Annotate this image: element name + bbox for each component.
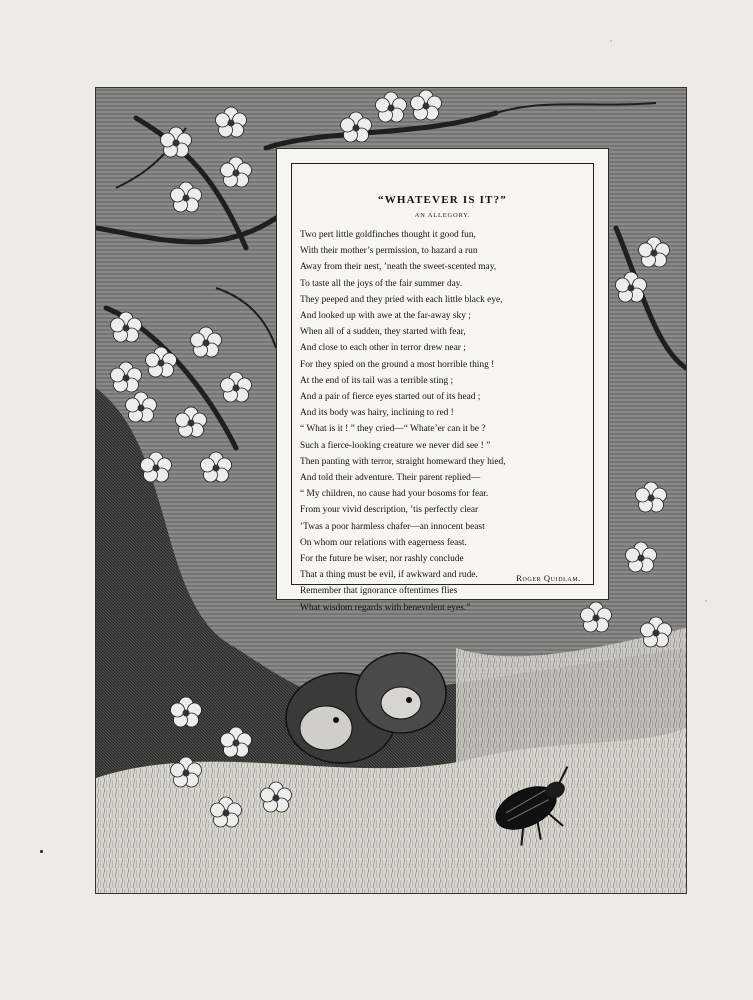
poem-line: ’Twas a poor harmless chafer—an innocent beast — [300, 521, 485, 532]
poem-line: At the end of its tail was a terrible sting ; — [300, 375, 454, 386]
poem-line: On whom our relations with eagerness feast. — [300, 537, 467, 548]
poem-line: Remember that ignorance oftentimes flies — [300, 586, 458, 597]
poem-line: “ What is it ! ” they cried—“ Whate’er can it be ? — [300, 424, 486, 435]
poem-line: And looked up with awe at the far-away sky ; — [300, 311, 471, 322]
poem-title: “WHATEVER IS IT?” — [378, 194, 507, 206]
poem-line: To taste all the joys of the fair summer day. — [300, 278, 463, 289]
poem-line: From your vivid description, ’tis perfectly clear — [300, 505, 479, 516]
poem-line: Away from their nest, ’neath the sweet-scented may, — [300, 262, 497, 273]
poem-line: And a pair of fierce eyes started out of its head ; — [300, 392, 481, 403]
poem-lines — [300, 227, 589, 616]
poem-line: Two pert little goldfinches thought it good fun, — [300, 230, 476, 240]
poem-card — [276, 148, 609, 613]
paper-speck — [705, 600, 707, 602]
poem-subtitle: AN ALLEGORY. — [414, 212, 471, 219]
paper-speck — [40, 850, 43, 853]
poem-line: “ My children, no cause had your bosoms for fear. — [300, 489, 489, 500]
poem-line: They peeped and they pried with each little black eye, — [300, 294, 503, 305]
poem-line: Then panting with terror, straight homeward they hied, — [300, 456, 506, 467]
poem-line: For the future be wiser, nor rashly conclude — [300, 554, 464, 565]
poem-line: And close to each other in terror drew near ; — [300, 343, 466, 354]
poem-line: For they spied on the ground a most horrible thing ! — [300, 359, 495, 370]
poem-line: And told their adventure. Their parent replied— — [300, 473, 481, 484]
poem-line: With their mother’s permission, to hazard a run — [300, 246, 478, 257]
poem-author: Roger Quidlam. — [516, 573, 581, 583]
poem-line: And its body was hairy, inclining to red ! — [300, 408, 454, 419]
poem-line: When all of a sudden, they started with fear, — [300, 327, 466, 338]
poem-line: That a thing must be evil, if awkward and rude. — [300, 570, 478, 581]
poem-frame — [291, 163, 594, 613]
poem-line: What wisdom regards with benevolent eyes.” — [300, 602, 471, 613]
paper-speck — [610, 40, 612, 42]
poem-line: Such a fierce-looking creature we never did see ! ” — [300, 440, 491, 451]
